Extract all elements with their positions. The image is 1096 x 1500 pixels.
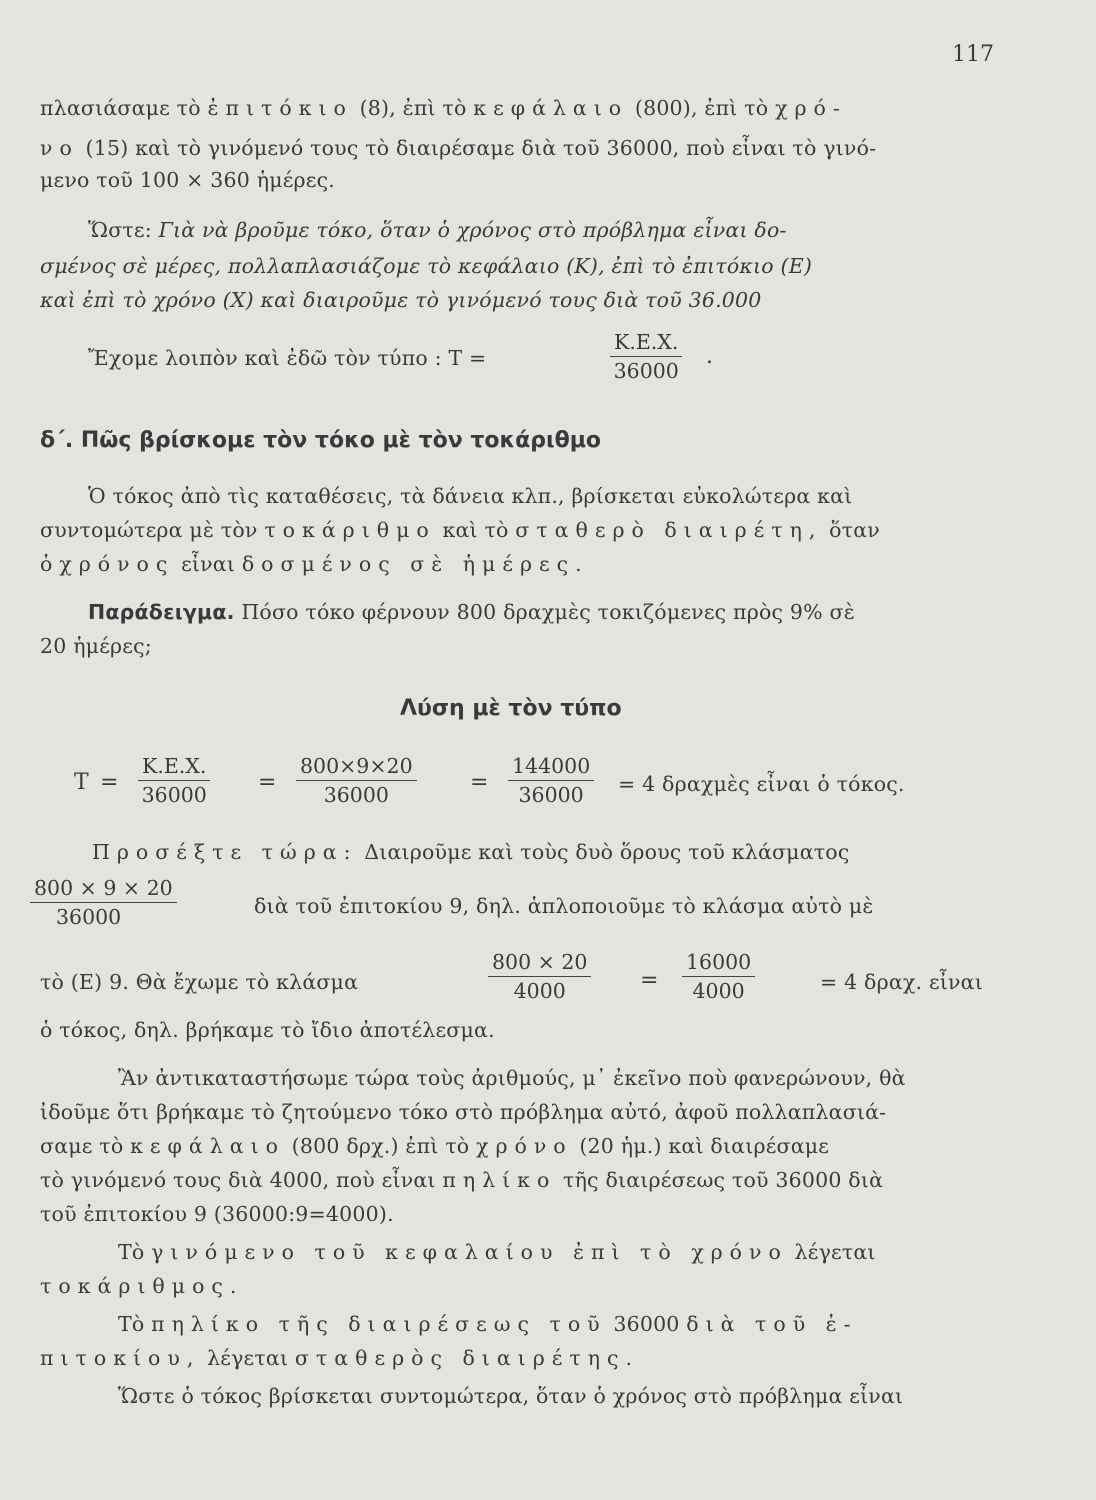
text-span: σαμε τὸ xyxy=(40,1134,131,1158)
spaced-term: γινόμενο τοῦ κεφαλαίου ἐπὶ τὸ χρόνο xyxy=(151,1240,788,1264)
text-span: τῆς διαιρέσεως τοῦ 36000 διὰ xyxy=(556,1168,884,1192)
fraction-numerator: 16000 xyxy=(682,950,755,977)
fraction-denominator: 4000 xyxy=(513,979,566,1003)
note-fraction xyxy=(30,876,177,929)
note-fraction-2 xyxy=(488,950,591,1003)
text-span: ὅταν xyxy=(822,518,880,542)
formula-intro: Ἔχομε λοιπὸν καὶ ἐδῶ τὸν τύπο : Τ = xyxy=(88,346,487,370)
spaced-term: χρόνο xyxy=(476,1134,573,1158)
spaced-term: πηλίκο xyxy=(442,1168,557,1192)
spaced-term: ἐπιτόκιο xyxy=(207,96,353,120)
text-line: τὸ (Ε) 9. Θὰ ἔχωμε τὸ κλάσμα xyxy=(40,970,359,994)
text-span: (20 ἡμ.) καὶ διαιρέσαμε xyxy=(572,1134,830,1158)
spaced-term: δοσμένος σὲ ἡμέρες. xyxy=(241,552,589,576)
spaced-term: πιτοκίου, xyxy=(40,1346,201,1370)
text-span: (800 δρχ.) ἐπὶ τὸ xyxy=(284,1134,477,1158)
text-line xyxy=(40,1346,639,1370)
fraction-denominator: 36000 xyxy=(56,905,122,929)
solution-heading: Λύση μὲ τὸν τύπο xyxy=(400,696,622,721)
text-line xyxy=(40,136,876,160)
page-number: 117 xyxy=(952,42,994,67)
text-line: τοῦ ἐπιτοκίου 9 (36000:9=4000). xyxy=(40,1202,394,1226)
calc-variable: Τ xyxy=(74,770,89,795)
spaced-term: νο xyxy=(40,136,79,160)
fraction-denominator: 36000 xyxy=(613,359,679,383)
text-span: (15) καὶ τὸ γινόμενό τους τὸ διαιρέσαμε διὰ τοῦ 36000, ποὺ εἶναι τὸ γινό- xyxy=(78,136,877,160)
text-line: ὁ τόκος, δηλ. βρήκαμε τὸ ἴδιο ἀποτέλεσμα. xyxy=(40,1018,495,1042)
text-line xyxy=(118,1312,858,1336)
spaced-term: σταθερὸς διαιρέτης. xyxy=(294,1346,640,1370)
spaced-term: πηλίκο τῆς διαιρέσεως τοῦ xyxy=(151,1312,607,1336)
section-heading: δ΄. Πῶς βρίσκομε τὸν τόκο μὲ τὸν τοκάριθμο xyxy=(40,428,601,453)
spaced-term: διὰ τοῦ ἐ- xyxy=(686,1312,858,1336)
text-line: Ἂν ἀντικαταστήσωμε τώρα τοὺς ἀριθμούς, μ᾽ ἐκεῖνο ποὺ φανερώνουν, θὰ xyxy=(118,1066,906,1090)
spaced-term: χρόνος xyxy=(59,552,175,576)
note-line xyxy=(92,840,850,864)
spaced-term: Προσέξτε τώρα: xyxy=(92,840,358,864)
text-line: διὰ τοῦ ἐπιτοκίου 9, δηλ. ἁπλοποιοῦμε τὸ κλάσμα αὐτὸ μὲ xyxy=(254,894,874,918)
text-line xyxy=(40,518,880,542)
fraction-denominator: 4000 xyxy=(692,979,745,1003)
fraction-numerator: 800 × 9 × 20 xyxy=(30,876,177,903)
rule-line: σμένος σὲ μέρες, πολλαπλασιάζομε τὸ κεφάλαιο (Κ), ἐπὶ τὸ ἐπιτόκιο (Ε) xyxy=(40,254,813,278)
fraction-numerator: Κ.Ε.Χ. xyxy=(138,754,210,781)
example-line xyxy=(88,600,855,624)
calc-fraction-1 xyxy=(138,754,210,807)
text-span: Διαιροῦμε καὶ τοὺς δυὸ ὅρους τοῦ κλάσματος xyxy=(357,840,850,864)
text-span: καὶ τὸ xyxy=(435,518,516,542)
text-line: ἰδοῦμε ὅτι βρήκαμε τὸ ζητούμενο τόκο στὸ πρόβλημα αὐτό, ἀφοῦ πολλαπλασιά- xyxy=(40,1100,887,1124)
example-label: Παράδειγμα. xyxy=(88,600,235,624)
text-span: Ὥστε: xyxy=(88,218,159,242)
calc-fraction-2 xyxy=(296,754,417,807)
fraction-numerator: 800 × 20 xyxy=(488,950,591,977)
fraction-numerator: 144000 xyxy=(508,754,594,781)
text-span: λέγεται xyxy=(787,1240,876,1264)
text-span: Πόσο τόκο φέρνουν 800 δραχμὲς τοκιζόμενες πρὸς 9% σὲ xyxy=(234,600,855,624)
spaced-term: κεφάλαιο xyxy=(130,1134,285,1158)
text-span: τὸ γινόμενό τους διὰ 4000, ποὺ εἶναι xyxy=(40,1168,443,1192)
text-span: λέγεται xyxy=(200,1346,295,1370)
rule-line: καὶ ἐπὶ τὸ χρόνο (Χ) καὶ διαιροῦμε τὸ γινόμενό τους διὰ τοῦ 36.000 xyxy=(40,288,762,312)
fraction-numerator: 800×9×20 xyxy=(296,754,417,781)
calc-equals: = xyxy=(470,770,489,795)
text-line: μενο τοῦ 100 × 360 ἡμέρες. xyxy=(40,168,336,192)
spaced-term: τοκάριθμος. xyxy=(40,1274,244,1298)
text-line: = 4 δραχ. εἶναι xyxy=(820,970,983,994)
text-line: 20 ἡμέρες; xyxy=(40,634,152,658)
note-fraction-3 xyxy=(682,950,755,1003)
calc-result: = 4 δραχμὲς εἶναι ὁ τόκος. xyxy=(618,772,905,796)
text-span: Τὸ xyxy=(118,1312,152,1336)
text-span: (800), ἐπὶ τὸ xyxy=(628,96,776,120)
text-span: εἶναι xyxy=(174,552,242,576)
calc-equals: = xyxy=(258,770,277,795)
calc-equals: = xyxy=(100,770,119,795)
text-line xyxy=(40,96,847,120)
text-span: συντομώτερα μὲ τὸν xyxy=(40,518,265,542)
text-line: Ὥστε ὁ τόκος βρίσκεται συντομώτερα, ὅταν ὁ χρόνος στὸ πρόβλημα εἶναι xyxy=(118,1384,904,1408)
formula-period: . xyxy=(706,344,713,369)
spaced-term: κεφάλαιο xyxy=(473,96,629,120)
text-span: 36000 xyxy=(606,1312,687,1336)
text-line xyxy=(40,1134,829,1158)
italic-span: Γιὰ νὰ βροῦμε τόκο, ὅταν ὁ χρόνος στὸ πρόβλημα εἶναι δο- xyxy=(158,218,787,242)
fraction-denominator: 36000 xyxy=(141,783,207,807)
calc-equals: = xyxy=(640,968,659,993)
text-line: Ὁ τόκος ἀπὸ τὶς καταθέσεις, τὰ δάνεια κλπ., βρίσκεται εὐκολώτερα καὶ xyxy=(88,484,853,508)
text-span: Τὸ xyxy=(118,1240,152,1264)
rule-line xyxy=(88,218,787,242)
fraction-denominator: 36000 xyxy=(518,783,584,807)
spaced-term: χρό- xyxy=(775,96,847,120)
text-line xyxy=(40,1168,883,1192)
fraction-denominator: 36000 xyxy=(323,783,389,807)
formula-fraction xyxy=(610,330,682,383)
text-line xyxy=(118,1240,876,1264)
text-line xyxy=(40,552,589,576)
spaced-term: τοκάριθμο xyxy=(264,518,436,542)
text-span: ὁ xyxy=(40,552,60,576)
text-span: πλασιάσαμε τὸ xyxy=(40,96,208,120)
fraction-numerator: Κ.Ε.Χ. xyxy=(610,330,682,357)
spaced-term: σταθερὸ διαιρέτη, xyxy=(515,518,823,542)
calc-fraction-3 xyxy=(508,754,594,807)
text-span: (8), ἐπὶ τὸ xyxy=(352,96,474,120)
